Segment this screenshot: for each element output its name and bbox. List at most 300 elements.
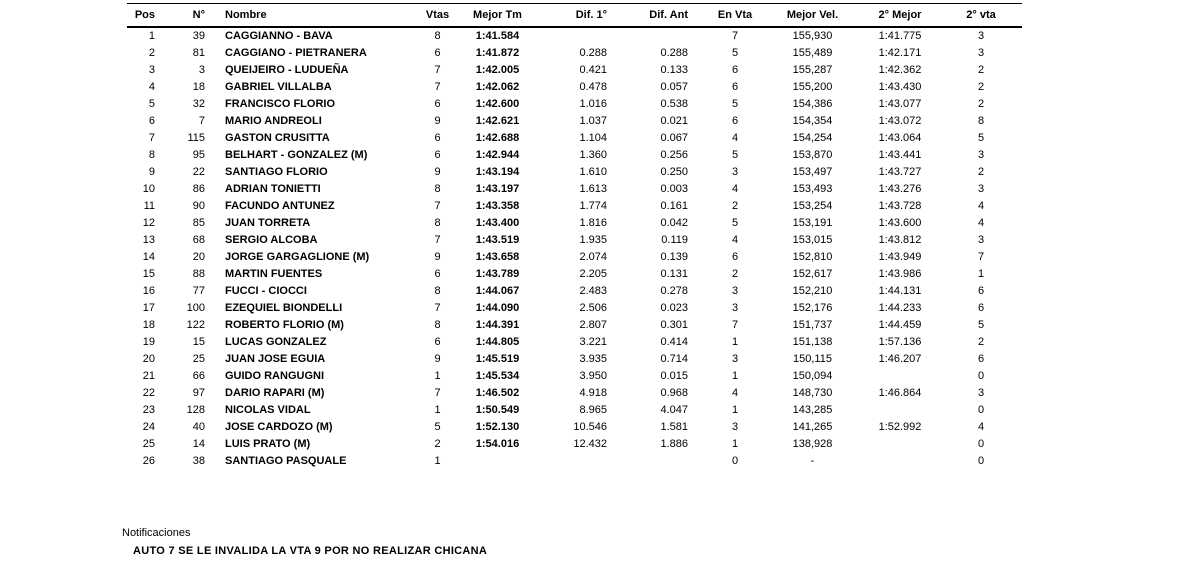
- cell-vtas: 6: [434, 46, 441, 59]
- cell-numero: 81: [192, 46, 205, 59]
- table-row: [127, 147, 1022, 164]
- cell-segunda-vta: 2: [977, 63, 985, 76]
- cell-nombre: SERGIO ALCOBA: [225, 233, 318, 246]
- cell-segunda-vta: 3: [977, 148, 985, 161]
- cell-nombre: JORGE GARGAGLIONE (M): [225, 250, 370, 263]
- cell-dif-1: 4.918: [579, 386, 607, 399]
- cell-segundo-mejor: 1:44.459: [878, 318, 922, 331]
- cell-dif-ant: 0.133: [660, 63, 688, 76]
- table-row: [127, 283, 1022, 300]
- cell-nombre: MARTIN FUENTES: [225, 267, 323, 280]
- column-header-pos: Pos: [127, 4, 162, 27]
- cell-vtas: 9: [434, 250, 441, 263]
- cell-segundo-mejor: [860, 453, 940, 470]
- cell-mejor-vel: 141,265: [792, 420, 833, 433]
- cell-numero: 85: [192, 216, 205, 229]
- cell-dif-1: 3.221: [579, 335, 607, 348]
- cell-nombre: LUIS PRATO (M): [225, 437, 311, 450]
- cell-en-vta: 1: [731, 335, 739, 348]
- cell-dif-1: [540, 27, 625, 45]
- results-table: [127, 3, 1022, 470]
- cell-vtas: 8: [434, 182, 441, 195]
- column-header-dif-1: Dif. 1°: [540, 4, 625, 27]
- cell-mejor-vel: 138,928: [792, 437, 833, 450]
- cell-pos: 14: [142, 250, 155, 263]
- cell-mejor-vel: 153,254: [792, 199, 833, 212]
- cell-pos: 1: [148, 29, 155, 42]
- cell-en-vta: 6: [731, 63, 739, 76]
- cell-numero: 88: [192, 267, 205, 280]
- cell-segundo-mejor: 1:41.775: [878, 29, 922, 42]
- cell-en-vta: 4: [731, 233, 739, 246]
- cell-segunda-vta: 1: [977, 267, 985, 280]
- cell-en-vta: 5: [731, 148, 739, 161]
- cell-dif-ant: 0.301: [660, 318, 688, 331]
- cell-nombre: GABRIEL VILLALBA: [225, 80, 332, 93]
- cell-mejor-tm: [455, 453, 540, 470]
- cell-mejor-vel: 153,191: [792, 216, 833, 229]
- cell-mejor-vel: 150,115: [793, 352, 832, 365]
- cell-dif-1: 1.613: [579, 182, 607, 195]
- cell-dif-ant: 0.042: [660, 216, 688, 229]
- cell-nombre: NICOLAS VIDAL: [225, 403, 311, 416]
- cell-segundo-mejor: 1:46.207: [878, 352, 922, 365]
- cell-pos: 4: [148, 80, 155, 93]
- cell-nombre: GASTON CRUSITTA: [225, 131, 330, 144]
- table-row: [127, 368, 1022, 385]
- cell-nombre: SANTIAGO FLORIO: [225, 165, 328, 178]
- cell-dif-1: 1.037: [579, 114, 607, 127]
- table-row: [127, 96, 1022, 113]
- cell-mejor-vel: 154,386: [792, 97, 833, 110]
- cell-nombre: ADRIAN TONIETTI: [225, 182, 321, 195]
- cell-dif-1: 2.506: [579, 301, 607, 314]
- cell-mejor-tm: 1:43.197: [475, 182, 520, 195]
- cell-dif-1: 0.421: [579, 63, 607, 76]
- column-header-nombre: Nombre: [210, 4, 420, 27]
- cell-en-vta: 4: [731, 386, 739, 399]
- cell-numero: 14: [192, 437, 205, 450]
- cell-nombre: ROBERTO FLORIO (M): [225, 318, 344, 331]
- cell-segunda-vta: 0: [977, 437, 985, 450]
- cell-segunda-vta: 4: [977, 216, 985, 229]
- column-header-segundo-mejor: 2° Mejor: [860, 4, 940, 27]
- cell-mejor-tm: 1:42.062: [475, 80, 520, 93]
- column-header-mejor-vel: Mejor Vel.: [765, 4, 860, 27]
- cell-mejor-tm: 1:44.391: [475, 318, 520, 331]
- cell-dif-ant: 0.250: [660, 165, 688, 178]
- cell-nombre: GUIDO RANGUGNI: [225, 369, 324, 382]
- cell-numero: 7: [198, 114, 205, 127]
- table-row: [127, 79, 1022, 96]
- notification-message: AUTO 7 SE LE INVALIDA LA VTA 9 POR NO REALIZAR CHICANA: [133, 545, 488, 557]
- cell-mejor-tm: 1:42.005: [475, 63, 520, 76]
- cell-numero: 18: [192, 80, 205, 93]
- cell-mejor-vel: 155,489: [792, 46, 833, 59]
- cell-dif-ant: 0.414: [660, 335, 688, 348]
- cell-numero: 68: [192, 233, 205, 246]
- cell-nombre: CAGGIANNO - BAVA: [225, 29, 333, 42]
- cell-en-vta: 1: [731, 437, 739, 450]
- cell-mejor-tm: 1:52.130: [475, 420, 520, 433]
- cell-en-vta: 7: [731, 29, 739, 42]
- cell-en-vta: 6: [731, 250, 739, 263]
- cell-vtas: 7: [434, 386, 441, 399]
- cell-vtas: 9: [434, 114, 441, 127]
- cell-en-vta: 3: [731, 284, 739, 297]
- cell-mejor-vel: -: [810, 454, 815, 467]
- cell-dif-1: 0.288: [579, 46, 607, 59]
- cell-segunda-vta: 0: [977, 369, 985, 382]
- cell-dif-1: 2.205: [579, 267, 607, 280]
- cell-dif-1: 3.935: [579, 352, 607, 365]
- cell-vtas: 7: [434, 80, 441, 93]
- cell-nombre: CAGGIANO - PIETRANERA: [225, 46, 367, 59]
- cell-mejor-vel: 155,200: [792, 80, 833, 93]
- cell-segundo-mejor: 1:52.992: [878, 420, 922, 433]
- cell-numero: 128: [186, 403, 205, 416]
- cell-dif-ant: 0.015: [660, 369, 688, 382]
- cell-dif-ant: 0.968: [660, 386, 688, 399]
- cell-vtas: 6: [434, 148, 441, 161]
- cell-vtas: 6: [434, 97, 441, 110]
- table-row: [127, 113, 1022, 130]
- column-header-mejor-tm: Mejor Tm: [455, 4, 540, 27]
- cell-mejor-vel: 154,354: [792, 114, 833, 127]
- cell-mejor-tm: 1:42.600: [475, 97, 520, 110]
- cell-nombre: JUAN JOSE EGUIA: [225, 352, 326, 365]
- cell-en-vta: 0: [731, 454, 739, 467]
- table-row: [127, 232, 1022, 249]
- cell-mejor-vel: 151,138: [792, 335, 833, 348]
- cell-vtas: 7: [434, 233, 441, 246]
- cell-numero: 22: [192, 165, 205, 178]
- cell-en-vta: 7: [731, 318, 739, 331]
- cell-vtas: 8: [434, 284, 441, 297]
- cell-en-vta: 1: [731, 369, 739, 382]
- table-row: [127, 62, 1022, 79]
- cell-segundo-mejor: 1:43.430: [878, 80, 922, 93]
- cell-dif-1: 1.610: [579, 165, 607, 178]
- cell-nombre: EZEQUIEL BIONDELLI: [225, 301, 343, 314]
- cell-mejor-tm: 1:43.194: [475, 165, 520, 178]
- cell-vtas: 8: [434, 216, 441, 229]
- cell-pos: 19: [142, 335, 155, 348]
- table-row: [127, 402, 1022, 419]
- cell-pos: 24: [142, 420, 155, 433]
- cell-pos: 22: [142, 386, 155, 399]
- results-table-body: [127, 27, 1022, 470]
- cell-segunda-vta: 3: [977, 182, 985, 195]
- cell-pos: 11: [143, 199, 155, 212]
- cell-mejor-tm: 1:50.549: [475, 403, 520, 416]
- table-row: [127, 130, 1022, 147]
- cell-mejor-vel: 150,094: [792, 369, 833, 382]
- cell-pos: 5: [148, 97, 155, 110]
- cell-vtas: 5: [434, 420, 441, 433]
- cell-pos: 8: [148, 148, 155, 161]
- cell-en-vta: 6: [731, 80, 739, 93]
- cell-dif-ant: [625, 27, 705, 45]
- cell-vtas: 8: [434, 29, 441, 42]
- cell-dif-ant: [625, 453, 705, 470]
- cell-numero: 86: [192, 182, 205, 195]
- cell-en-vta: 2: [731, 267, 739, 280]
- cell-mejor-tm: 1:45.519: [475, 352, 520, 365]
- cell-segunda-vta: 3: [977, 386, 985, 399]
- table-row: [127, 385, 1022, 402]
- cell-mejor-tm: 1:54.016: [475, 437, 520, 450]
- cell-mejor-vel: 148,730: [792, 386, 833, 399]
- cell-segunda-vta: 3: [977, 29, 985, 42]
- cell-segundo-mejor: 1:44.131: [878, 284, 922, 297]
- cell-vtas: 7: [434, 63, 441, 76]
- cell-segundo-mejor: [860, 402, 940, 419]
- cell-nombre: LUCAS GONZALEZ: [225, 335, 327, 348]
- cell-mejor-vel: 153,497: [792, 165, 833, 178]
- cell-vtas: 1: [434, 369, 441, 382]
- cell-pos: 17: [142, 301, 155, 314]
- table-row: [127, 215, 1022, 232]
- cell-numero: 40: [192, 420, 205, 433]
- cell-vtas: 7: [434, 199, 441, 212]
- cell-pos: 20: [142, 352, 155, 365]
- table-row: [127, 300, 1022, 317]
- cell-nombre: JOSE CARDOZO (M): [225, 420, 333, 433]
- cell-vtas: 8: [434, 318, 441, 331]
- cell-dif-ant: 0.538: [660, 97, 688, 110]
- header-row: [127, 4, 1022, 27]
- cell-vtas: 6: [434, 335, 441, 348]
- cell-dif-ant: 1.886: [660, 437, 688, 450]
- cell-mejor-tm: 1:43.358: [475, 199, 520, 212]
- cell-nombre: DARIO RAPARI (M): [225, 386, 325, 399]
- cell-mejor-tm: 1:43.789: [475, 267, 520, 280]
- cell-pos: 3: [148, 63, 155, 76]
- cell-dif-ant: 0.057: [660, 80, 688, 93]
- cell-segundo-mejor: 1:43.077: [878, 97, 922, 110]
- cell-mejor-vel: 143,285: [792, 403, 833, 416]
- cell-dif-ant: 0.139: [660, 250, 688, 263]
- results-table-header: [127, 4, 1022, 27]
- cell-dif-1: 1.360: [579, 148, 607, 161]
- cell-segunda-vta: 0: [977, 403, 985, 416]
- cell-vtas: 1: [434, 454, 441, 467]
- cell-segunda-vta: 8: [977, 114, 985, 127]
- cell-segundo-mejor: 1:43.949: [878, 250, 922, 263]
- cell-nombre: QUEIJEIRO - LUDUEÑA: [225, 63, 349, 76]
- cell-dif-1: 2.074: [579, 250, 607, 263]
- cell-mejor-tm: 1:44.090: [475, 301, 520, 314]
- cell-mejor-tm: 1:42.621: [475, 114, 520, 127]
- cell-segundo-mejor: 1:43.064: [878, 131, 922, 144]
- cell-en-vta: 5: [731, 216, 739, 229]
- cell-mejor-tm: 1:46.502: [475, 386, 520, 399]
- column-header-segunda-vta: 2° vta: [940, 4, 1022, 27]
- cell-nombre: BELHART - GONZALEZ (M): [225, 148, 368, 161]
- cell-segundo-mejor: 1:43.986: [878, 267, 922, 280]
- cell-segunda-vta: 7: [977, 250, 985, 263]
- cell-segundo-mejor: 1:43.072: [878, 114, 922, 127]
- cell-mejor-vel: 151,737: [792, 318, 833, 331]
- cell-dif-ant: 0.023: [660, 301, 688, 314]
- cell-segundo-mejor: 1:46.864: [878, 386, 922, 399]
- cell-dif-1: 1.935: [579, 233, 607, 246]
- cell-pos: 13: [142, 233, 155, 246]
- cell-mejor-vel: 155,930: [792, 29, 833, 42]
- cell-mejor-tm: 1:41.584: [475, 29, 520, 42]
- cell-segunda-vta: 6: [977, 352, 985, 365]
- cell-dif-ant: 0.119: [661, 233, 688, 246]
- cell-dif-1: 2.483: [579, 284, 607, 297]
- cell-pos: 16: [142, 284, 155, 297]
- table-row: [127, 45, 1022, 62]
- cell-dif-ant: 0.067: [660, 131, 688, 144]
- cell-numero: 90: [192, 199, 205, 212]
- cell-segunda-vta: 6: [977, 301, 985, 314]
- cell-dif-ant: 0.278: [660, 284, 688, 297]
- cell-en-vta: 1: [731, 403, 739, 416]
- cell-pos: 6: [148, 114, 155, 127]
- cell-pos: 21: [142, 369, 155, 382]
- cell-dif-1: 1.816: [579, 216, 607, 229]
- cell-pos: 10: [142, 182, 155, 195]
- cell-segunda-vta: 3: [977, 46, 985, 59]
- cell-en-vta: 3: [731, 352, 739, 365]
- cell-mejor-vel: 152,210: [792, 284, 833, 297]
- cell-segunda-vta: 2: [977, 335, 985, 348]
- table-row: [127, 317, 1022, 334]
- cell-mejor-tm: 1:43.658: [475, 250, 520, 263]
- cell-mejor-vel: 152,176: [792, 301, 833, 314]
- cell-mejor-tm: 1:43.519: [475, 233, 520, 246]
- cell-mejor-vel: 152,810: [792, 250, 833, 263]
- cell-en-vta: 4: [731, 131, 739, 144]
- cell-segunda-vta: 4: [977, 420, 985, 433]
- cell-numero: 115: [187, 131, 205, 144]
- cell-segunda-vta: 2: [977, 165, 985, 178]
- cell-dif-1: 10.546: [573, 420, 607, 433]
- cell-numero: 77: [192, 284, 205, 297]
- cell-segundo-mejor: 1:43.441: [878, 148, 922, 161]
- cell-en-vta: 3: [731, 165, 739, 178]
- cell-mejor-tm: 1:44.067: [475, 284, 520, 297]
- table-row: [127, 419, 1022, 436]
- cell-mejor-tm: 1:42.688: [475, 131, 520, 144]
- cell-dif-1: 0.478: [579, 80, 607, 93]
- cell-en-vta: 5: [731, 46, 739, 59]
- cell-dif-ant: 4.047: [660, 403, 688, 416]
- cell-vtas: 9: [434, 352, 441, 365]
- cell-en-vta: 6: [731, 114, 739, 127]
- column-header-numero: N°: [162, 4, 210, 27]
- cell-en-vta: 3: [731, 420, 739, 433]
- cell-mejor-vel: 152,617: [792, 267, 833, 280]
- cell-mejor-vel: 153,870: [792, 148, 833, 161]
- cell-mejor-vel: 155,287: [792, 63, 833, 76]
- cell-nombre: FRANCISCO FLORIO: [225, 97, 335, 110]
- cell-segundo-mejor: 1:42.362: [878, 63, 922, 76]
- cell-dif-1: 12.432: [573, 437, 607, 450]
- cell-pos: 9: [148, 165, 155, 178]
- table-row: [127, 198, 1022, 215]
- cell-dif-ant: 0.021: [660, 114, 688, 127]
- cell-numero: 95: [192, 148, 205, 161]
- table-row: [127, 27, 1022, 45]
- cell-vtas: 9: [434, 165, 441, 178]
- cell-nombre: MARIO ANDREOLI: [225, 114, 322, 127]
- cell-segundo-mejor: 1:43.728: [878, 199, 922, 212]
- cell-mejor-vel: 153,493: [792, 182, 833, 195]
- cell-dif-ant: 0.714: [660, 352, 688, 365]
- cell-segunda-vta: 4: [977, 199, 985, 212]
- cell-dif-1: 3.950: [579, 369, 607, 382]
- cell-segundo-mejor: 1:43.812: [878, 233, 922, 246]
- cell-segunda-vta: 2: [977, 80, 985, 93]
- cell-en-vta: 2: [731, 199, 739, 212]
- cell-nombre: SANTIAGO PASQUALE: [225, 454, 347, 467]
- cell-pos: 7: [148, 131, 155, 144]
- cell-dif-1: 2.807: [579, 318, 607, 331]
- column-header-dif-ant: Dif. Ant: [625, 4, 705, 27]
- cell-mejor-tm: 1:45.534: [475, 369, 520, 382]
- cell-numero: 66: [192, 369, 205, 382]
- cell-vtas: 6: [434, 131, 441, 144]
- cell-vtas: 1: [434, 403, 441, 416]
- cell-vtas: 6: [434, 267, 441, 280]
- cell-segunda-vta: 0: [977, 454, 985, 467]
- cell-numero: 20: [192, 250, 205, 263]
- cell-nombre: JUAN TORRETA: [225, 216, 311, 229]
- cell-vtas: 7: [434, 301, 441, 314]
- cell-mejor-tm: 1:43.400: [475, 216, 520, 229]
- cell-segunda-vta: 3: [977, 233, 985, 246]
- notifications-title: Notificaciones: [122, 527, 191, 539]
- table-row: [127, 436, 1022, 453]
- table-row: [127, 334, 1022, 351]
- cell-mejor-vel: 154,254: [792, 131, 833, 144]
- cell-segundo-mejor: [860, 436, 940, 453]
- cell-dif-ant: 1.581: [660, 420, 688, 433]
- cell-dif-ant: 0.131: [660, 267, 688, 280]
- cell-mejor-tm: 1:44.805: [475, 335, 520, 348]
- cell-pos: 26: [142, 454, 155, 467]
- cell-dif-1: [540, 453, 625, 470]
- cell-segundo-mejor: 1:43.276: [878, 182, 922, 195]
- column-header-en-vta: En Vta: [705, 4, 765, 27]
- cell-numero: 15: [192, 335, 205, 348]
- cell-numero: 122: [186, 318, 205, 331]
- table-row: [127, 249, 1022, 266]
- cell-segundo-mejor: 1:57.136: [878, 335, 922, 348]
- column-header-vtas: Vtas: [420, 4, 455, 27]
- cell-segundo-mejor: 1:42.171: [878, 46, 922, 59]
- cell-dif-ant: 0.256: [660, 148, 688, 161]
- cell-numero: 3: [198, 63, 205, 76]
- cell-dif-1: 1.104: [579, 131, 607, 144]
- cell-segunda-vta: 6: [977, 284, 985, 297]
- cell-en-vta: 4: [731, 182, 739, 195]
- cell-segunda-vta: 5: [977, 318, 985, 331]
- cell-segunda-vta: 5: [977, 131, 985, 144]
- cell-dif-1: 1.774: [579, 199, 607, 212]
- cell-mejor-tm: 1:42.944: [475, 148, 520, 161]
- cell-pos: 18: [142, 318, 155, 331]
- cell-segundo-mejor: 1:43.600: [878, 216, 922, 229]
- cell-numero: 25: [192, 352, 205, 365]
- cell-vtas: 2: [434, 437, 441, 450]
- table-row: [127, 351, 1022, 368]
